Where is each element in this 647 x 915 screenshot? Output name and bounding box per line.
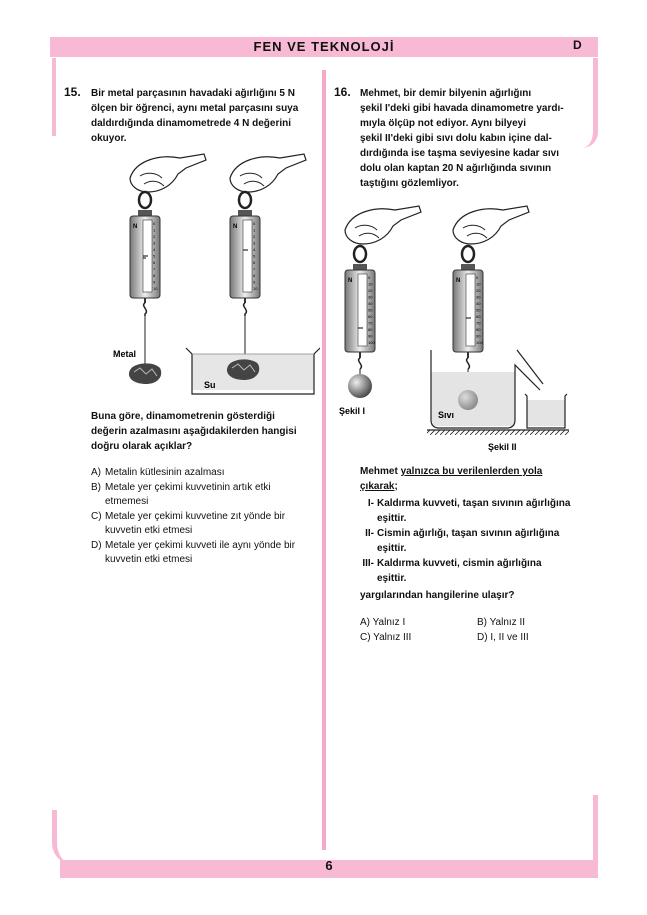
scale-tick: 30 — [476, 294, 481, 300]
scale-tick: 20 — [368, 288, 373, 293]
statement-numeral: III- — [362, 558, 374, 569]
label-water: Su — [204, 380, 216, 390]
column-divider — [322, 70, 326, 850]
stem-line: okuyor. — [91, 133, 127, 144]
scale-tick: 90 — [476, 333, 481, 339]
option-text: I, II ve III — [490, 631, 529, 643]
intro-underlined: yalnızca bu verilenlerden yola — [400, 466, 543, 477]
scale-tick: 9 — [153, 279, 156, 285]
metal-piece — [129, 363, 161, 384]
intro-prefix: Mehmet — [360, 466, 401, 477]
label-liquid: Sıvı — [438, 410, 455, 420]
scale-tick: 10 — [153, 286, 158, 291]
scale-tick: 5 — [153, 253, 156, 259]
option-letter: D) — [91, 539, 102, 551]
scale-tick: 40 — [368, 301, 373, 306]
figure-2-dynamometer — [427, 206, 569, 452]
statement-text: eşittir. — [377, 513, 407, 524]
question-16-options — [360, 616, 590, 645]
stem-line: Mehmet, bir demir bilyenin ağırlığını — [360, 88, 532, 99]
stem-line: dolu olan kaptan 20 N ağırlığında sıvının — [360, 163, 552, 174]
option-text: Yalnız I — [372, 617, 406, 628]
scale-tick: 60 — [476, 314, 481, 319]
scale-tick: 2 — [153, 234, 156, 239]
statement-text: Kaldırma kuvveti, cismin ağırlığına — [377, 558, 542, 569]
scale-tick: 9 — [253, 279, 256, 285]
iron-ball — [348, 374, 372, 398]
option-d[interactable] — [477, 631, 529, 646]
scale-unit: N — [456, 278, 461, 284]
option-letter: C) — [360, 631, 371, 643]
scale-unit: N — [133, 224, 138, 230]
statement-numeral: I- — [367, 498, 374, 509]
option-text: etmemesi — [105, 496, 149, 507]
question-16-number: 16. — [334, 85, 351, 99]
label-metal: Metal — [113, 349, 137, 359]
stem-line: şekil I'deki gibi havada dinamometre yardı- — [360, 103, 564, 114]
scale-tick: 3 — [253, 240, 256, 246]
statement-text: Kaldırma kuvveti, taşan sıvının ağırlığına — [377, 498, 571, 509]
scale-unit: N — [233, 224, 238, 230]
scale-tick: 10 — [368, 281, 373, 287]
metal-piece — [227, 359, 259, 380]
stem-line: mıyla ölçüp not ediyor. Aynı bilyeyi — [360, 118, 526, 129]
stem-line: daldırdığında dinamometrede 4 N değerini — [91, 118, 292, 129]
label-figure-1: Şekil I — [339, 406, 366, 416]
hand-icon — [345, 206, 421, 244]
scale-tick: 20 — [476, 288, 481, 293]
hand-icon — [453, 206, 529, 244]
intro-underlined: çıkarak — [360, 481, 395, 492]
corner-ornament-bottom-right — [575, 795, 598, 865]
option-b[interactable] — [91, 481, 321, 510]
option-b[interactable] — [477, 616, 525, 631]
scale-tick: 80 — [476, 327, 481, 332]
corner-ornament-bottom-left — [52, 810, 76, 865]
scale-tick: 0 — [153, 221, 156, 226]
scale-tick: 30 — [368, 294, 373, 300]
option-letter: C) — [91, 510, 102, 522]
scale-tick: 100 — [368, 340, 375, 345]
option-text: kuvvetin etki etmesi — [105, 554, 193, 565]
question-15-prompt — [91, 409, 321, 454]
scale-tick: 8 — [153, 273, 156, 278]
scale-tick: 50 — [476, 307, 481, 313]
scale-tick: 5 — [253, 253, 256, 259]
question-16-stem — [360, 86, 590, 191]
ground — [427, 430, 569, 435]
statement-1 — [358, 496, 598, 526]
scale-tick: 70 — [476, 320, 481, 326]
scale-tick: 90 — [368, 333, 373, 339]
prompt-line: doğru olarak açıklar? — [91, 441, 193, 452]
question-15-number: 15. — [64, 85, 81, 99]
option-letter: B) — [91, 481, 101, 493]
stem-line: taştığını gözlemliyor. — [360, 178, 459, 189]
scale-tick: 0 — [368, 275, 371, 280]
scale-unit: N — [348, 278, 353, 284]
hand-icon — [130, 154, 206, 192]
stem-line: ölçen bir öğrenci, aynı metal parçasını suya — [91, 103, 299, 114]
option-c[interactable] — [360, 631, 477, 646]
question-16-intro — [360, 464, 590, 494]
scale-tick: 7 — [253, 266, 256, 272]
page-title: FEN VE TEKNOLOJİ — [253, 39, 395, 54]
label-figure-2: Şekil II — [488, 442, 517, 452]
option-text: Yalnız II — [489, 617, 525, 628]
option-a[interactable] — [360, 616, 477, 631]
scale-tick: 6 — [153, 260, 156, 265]
scale-tick: 4 — [153, 247, 156, 252]
stem-line: dırdığında ise taşma seviyesine kadar sıvı — [360, 148, 559, 159]
statement-text: eşittir. — [377, 573, 407, 584]
scale-tick: 2 — [253, 234, 256, 239]
scale-tick: 70 — [368, 320, 373, 326]
stem-line: Bir metal parçasının havadaki ağırlığını 5 N — [91, 88, 295, 99]
option-letter: A) — [91, 467, 101, 478]
booklet-letter: D — [573, 38, 582, 52]
question-16-statements — [358, 496, 598, 586]
question-15-options — [91, 466, 321, 568]
statement-3 — [358, 556, 598, 586]
scale-tick: 10 — [476, 281, 481, 287]
collecting-beaker — [525, 394, 567, 428]
scale-tick: 1 — [153, 227, 156, 233]
scale-tick: 0 — [253, 221, 256, 226]
scale-tick: 60 — [368, 314, 373, 319]
scale-tick: 0 — [476, 275, 479, 280]
statement-text: Cismin ağırlığı, taşan sıvının ağırlığına — [377, 528, 560, 539]
dynamometer-water — [186, 154, 320, 394]
scale-tick: 100 — [476, 340, 483, 345]
scale-tick: 80 — [368, 327, 373, 332]
option-letter: B) — [477, 617, 487, 628]
scale-tick: 6 — [253, 260, 256, 265]
option-letter: A) — [360, 617, 370, 628]
figure-1-dynamometer — [339, 206, 421, 416]
prompt-line: değerin azalmasını aşağıdakilerden hangisi — [91, 426, 297, 437]
dynamometer-air — [113, 154, 206, 384]
option-text: Yalnız III — [373, 631, 412, 643]
statement-2 — [358, 526, 598, 556]
statement-text: eşittir. — [377, 543, 407, 554]
statement-numeral: II- — [365, 528, 374, 539]
corner-ornament-top-left — [52, 58, 64, 136]
question-16-prompt: yargılarından hangilerine ulaşır? — [360, 590, 515, 601]
option-text: Metale yer çekimi kuvveti ile aynı yönde bir — [105, 539, 296, 551]
option-a[interactable] — [91, 466, 321, 481]
stem-line: şekil II'deki gibi sıvı dolu kabın içine dal- — [360, 133, 552, 144]
hand-icon — [230, 154, 306, 192]
question-15-figure — [100, 148, 320, 400]
option-text: Metalin kütlesinin azalması — [105, 467, 225, 478]
scale-tick: 7 — [153, 266, 156, 272]
scale-tick: 40 — [476, 301, 481, 306]
page-number: 6 — [325, 858, 333, 873]
intro-suffix: ; — [394, 481, 398, 492]
iron-ball — [458, 390, 478, 410]
option-c[interactable] — [91, 510, 321, 539]
scale-tick: 1 — [253, 227, 256, 233]
option-letter: D) — [477, 631, 488, 643]
scale-tick: 3 — [153, 240, 156, 246]
option-text: Metale yer çekimi kuvvetine zıt yönde bir — [105, 510, 286, 522]
option-d[interactable] — [91, 539, 321, 568]
prompt-line: Buna göre, dinamometrenin gösterdiği — [91, 411, 275, 422]
option-text: kuvvetin etki etmesi — [105, 525, 193, 536]
scale-tick: 4 — [253, 247, 256, 252]
scale-tick: 8 — [253, 273, 256, 278]
scale-tick: 10 — [253, 286, 258, 291]
option-text: Metale yer çekimi kuvvetinin artık etki — [105, 481, 271, 493]
question-16-figure — [335, 200, 575, 456]
question-15-stem — [91, 86, 321, 146]
scale-tick: 50 — [368, 307, 373, 313]
